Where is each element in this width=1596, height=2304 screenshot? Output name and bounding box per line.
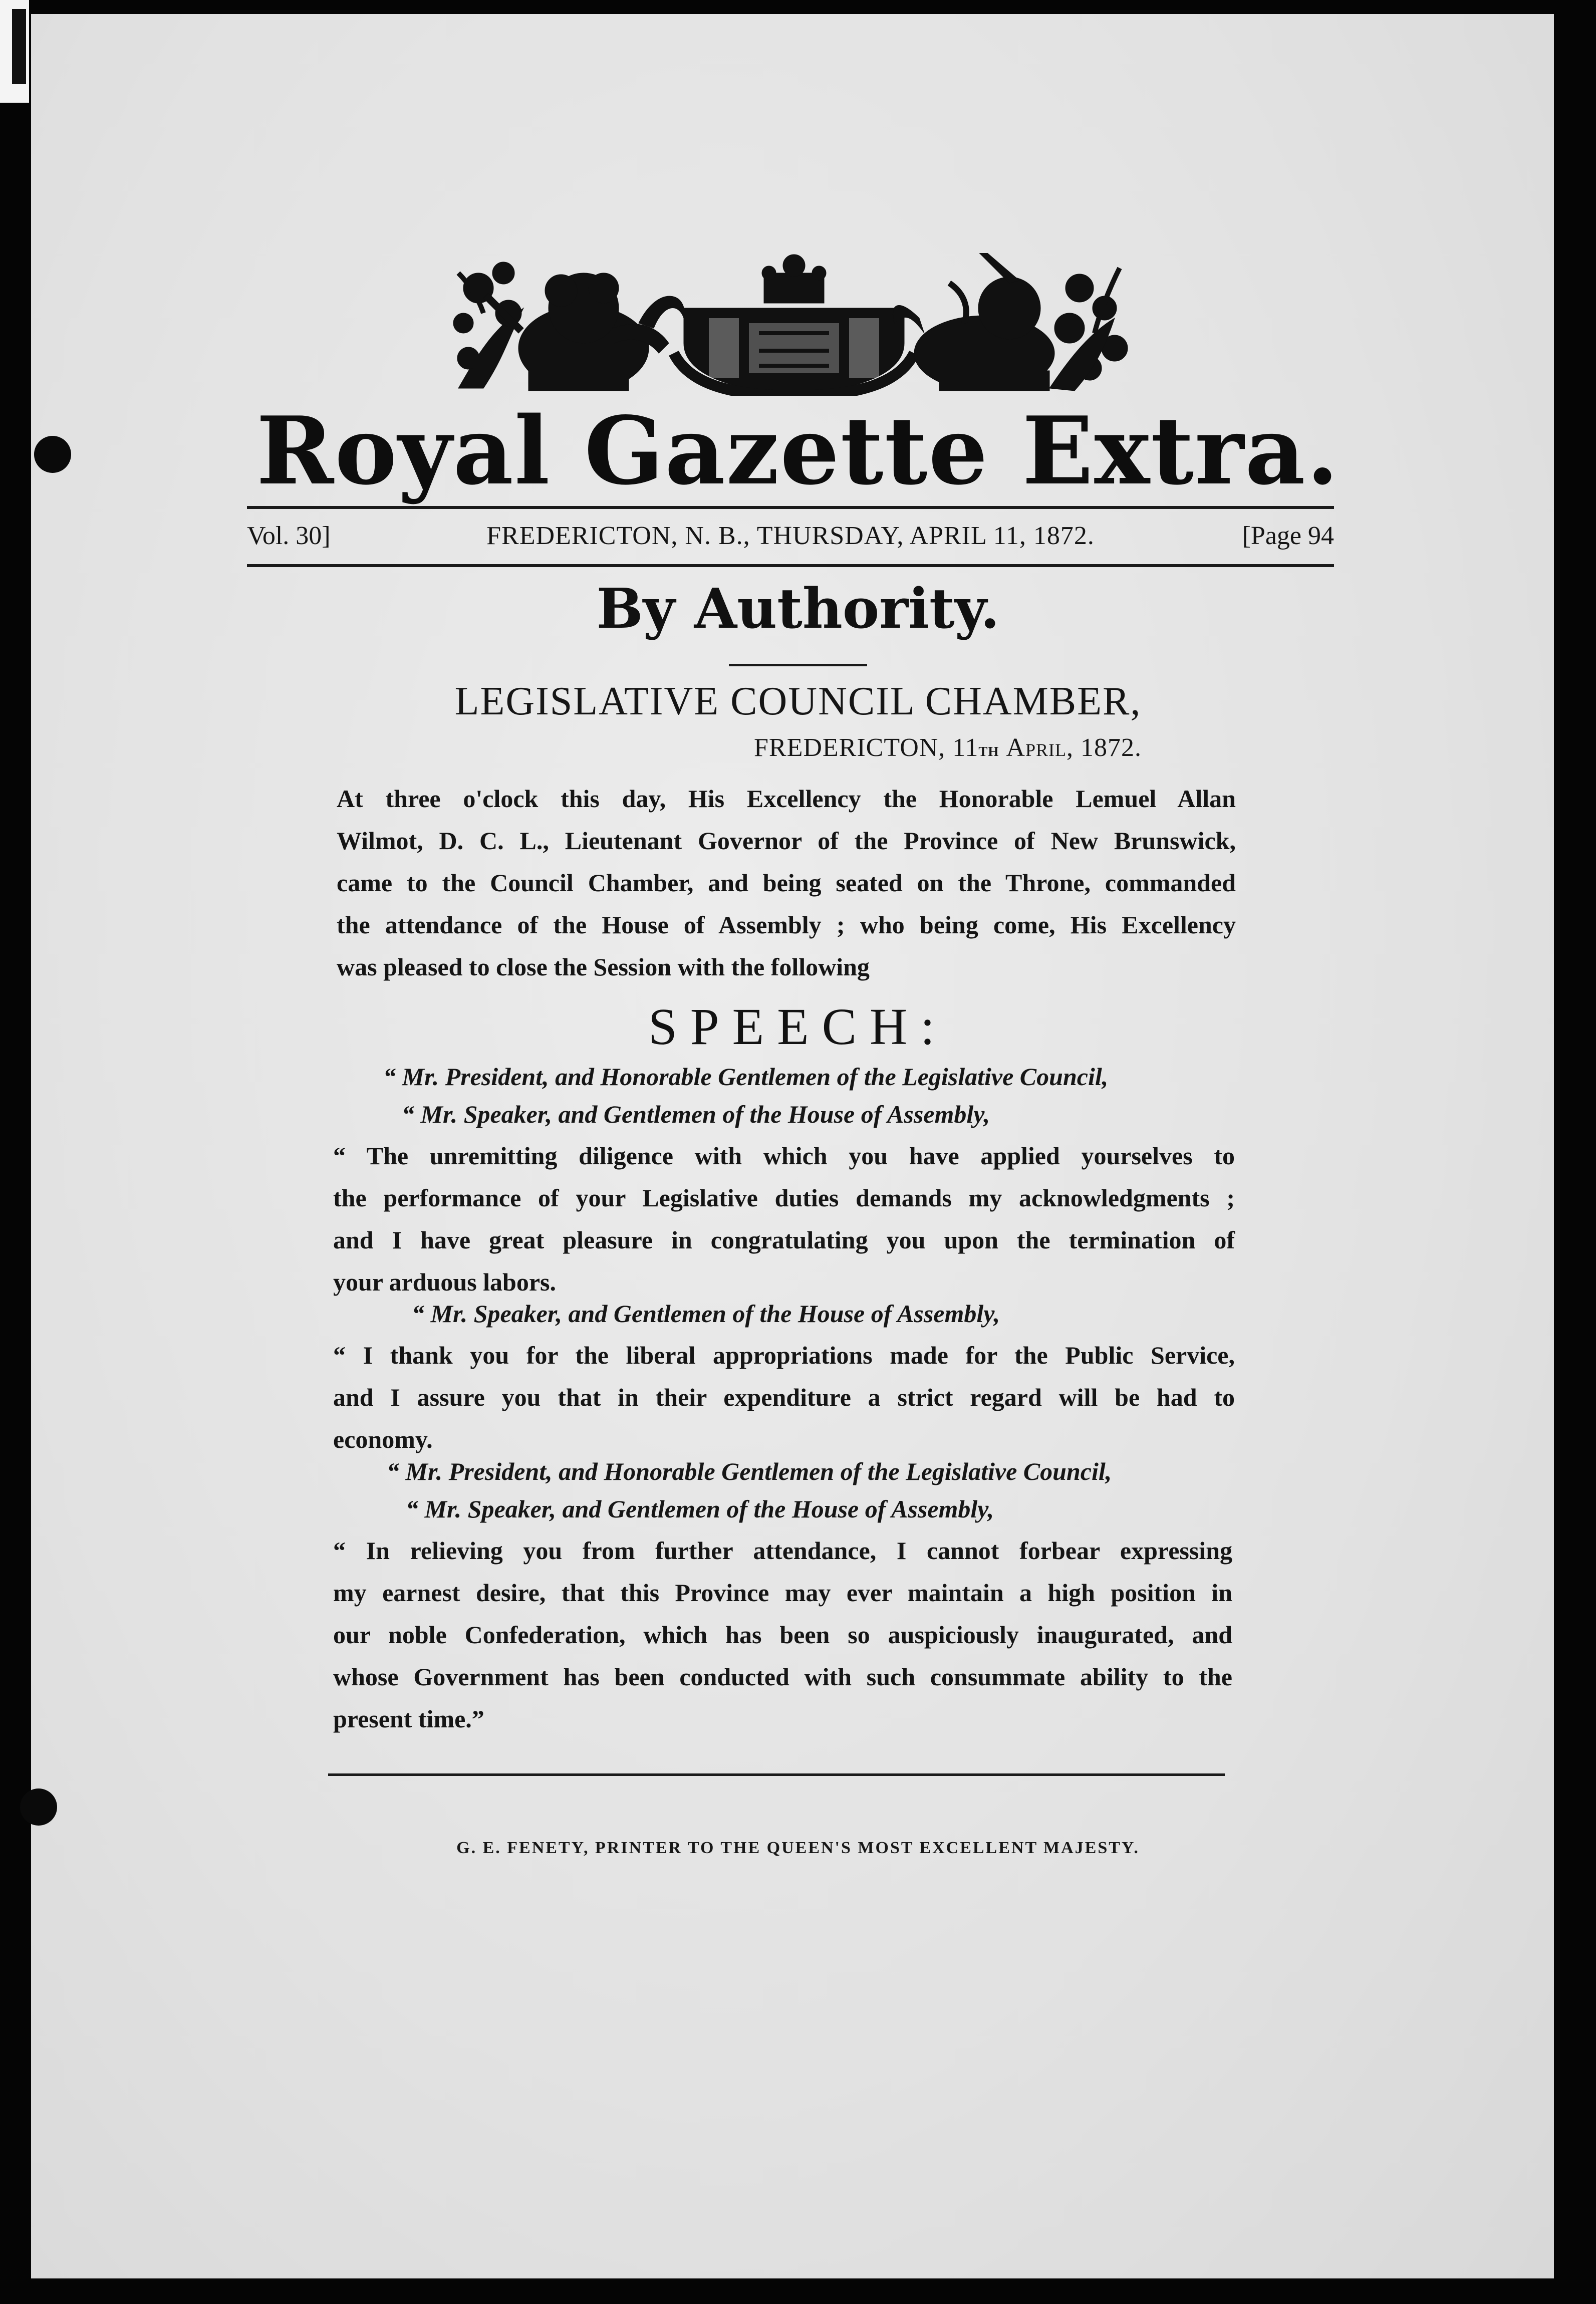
address-assembly-2: “ Mr. Speaker, and Gentlemen of the House of Assembly, xyxy=(412,1300,1000,1328)
left-foliage xyxy=(453,262,523,388)
page-number: [Page 94 xyxy=(1242,522,1334,550)
rule-bottom xyxy=(247,564,1334,567)
intro-line: was pleased to close the Session with the following xyxy=(337,953,870,981)
lion-figure xyxy=(518,273,669,391)
place-date-ordinal: th xyxy=(978,739,999,760)
speech-line: “ In relieving you from further attendance, I cannot forbear expressing xyxy=(333,1537,1232,1565)
royal-crest-emblem xyxy=(448,253,1140,396)
punch-hole-bottom xyxy=(20,1788,57,1826)
masthead-title: Royal Gazette Extra. xyxy=(256,396,1340,505)
speech-line: “ The unremitting diligence with which you have applied yourselves to xyxy=(333,1142,1235,1170)
intro-paragraph xyxy=(337,778,1236,988)
closing-rule xyxy=(328,1773,1225,1776)
address-assembly-1: “ Mr. Speaker, and Gentlemen of the House of Assembly, xyxy=(402,1100,990,1128)
place-date-prefix: FREDERICTON, 11 xyxy=(754,733,979,762)
place-date-year: , 1872. xyxy=(1066,733,1142,762)
dateline-place-date: FREDERICTON, N. B., THURSDAY, APRIL 11, 1872. xyxy=(486,522,1095,550)
scan-edge-tab xyxy=(0,0,29,103)
volume-number: Vol. 30] xyxy=(247,522,331,550)
intro-line: came to the Council Chamber, and being seated on the Throne, commanded xyxy=(337,869,1236,897)
short-divider xyxy=(729,664,867,666)
unicorn-figure xyxy=(893,253,1054,391)
speech-line: and I have great pleasure in congratulating you upon the termination of xyxy=(333,1226,1235,1254)
speech-paragraph-3 xyxy=(333,1529,1232,1740)
chamber-heading: LEGISLATIVE COUNCIL CHAMBER, xyxy=(454,679,1142,723)
speech-line: the performance of your Legislative duties demands my acknowledgments ; xyxy=(333,1184,1235,1212)
intro-line: the attendance of the House of Assembly ; who being come, His Excellency xyxy=(337,911,1236,939)
right-foliage xyxy=(1049,268,1128,391)
speech-line: our noble Confederation, which has been so auspiciously inaugurated, and xyxy=(333,1621,1232,1649)
by-authority-heading: By Authority. xyxy=(596,576,1000,641)
speech-line: economy. xyxy=(333,1425,433,1453)
intro-line: Wilmot, D. C. L., Lieutenant Governor of the Province of New Brunswick, xyxy=(337,827,1236,855)
address-assembly-3: “ Mr. Speaker, and Gentlemen of the House of Assembly, xyxy=(406,1495,994,1523)
address-council-1: “ Mr. President, and Honorable Gentlemen of the Legislative Council, xyxy=(383,1063,1109,1091)
address-council-2: “ Mr. President, and Honorable Gentlemen of the Legislative Council, xyxy=(387,1457,1112,1485)
crown xyxy=(762,254,826,303)
speech-line: present time.” xyxy=(333,1705,484,1733)
royal-crest-icon xyxy=(448,253,1140,396)
place-date-month: April xyxy=(1006,733,1067,762)
speech-paragraph-2 xyxy=(333,1334,1235,1460)
speech-line: and I assure you that in their expenditure a strict regard will be had to xyxy=(333,1383,1235,1411)
chamber-place-date xyxy=(754,733,1255,762)
scan-edge-notch xyxy=(12,9,26,84)
shield xyxy=(684,308,904,393)
speech-line: “ I thank you for the liberal appropriations made for the Public Service, xyxy=(333,1341,1235,1369)
speech-paragraph-1 xyxy=(333,1135,1235,1303)
dateline xyxy=(247,521,1334,561)
speech-line: your arduous labors. xyxy=(333,1268,557,1296)
speech-title: SPEECH: xyxy=(648,998,948,1056)
intro-line: At three o'clock this day, His Excellency the Honorable Lemuel Allan xyxy=(337,785,1236,813)
rule-top xyxy=(247,506,1334,509)
printer-imprint: G. E. FENETY, PRINTER TO THE QUEEN'S MOST EXCELLENT MAJESTY. xyxy=(456,1839,1140,1857)
speech-line: my earnest desire, that this Province may ever maintain a high position in xyxy=(333,1579,1232,1607)
speech-line: whose Government has been conducted with such consummate ability to the xyxy=(333,1663,1232,1691)
